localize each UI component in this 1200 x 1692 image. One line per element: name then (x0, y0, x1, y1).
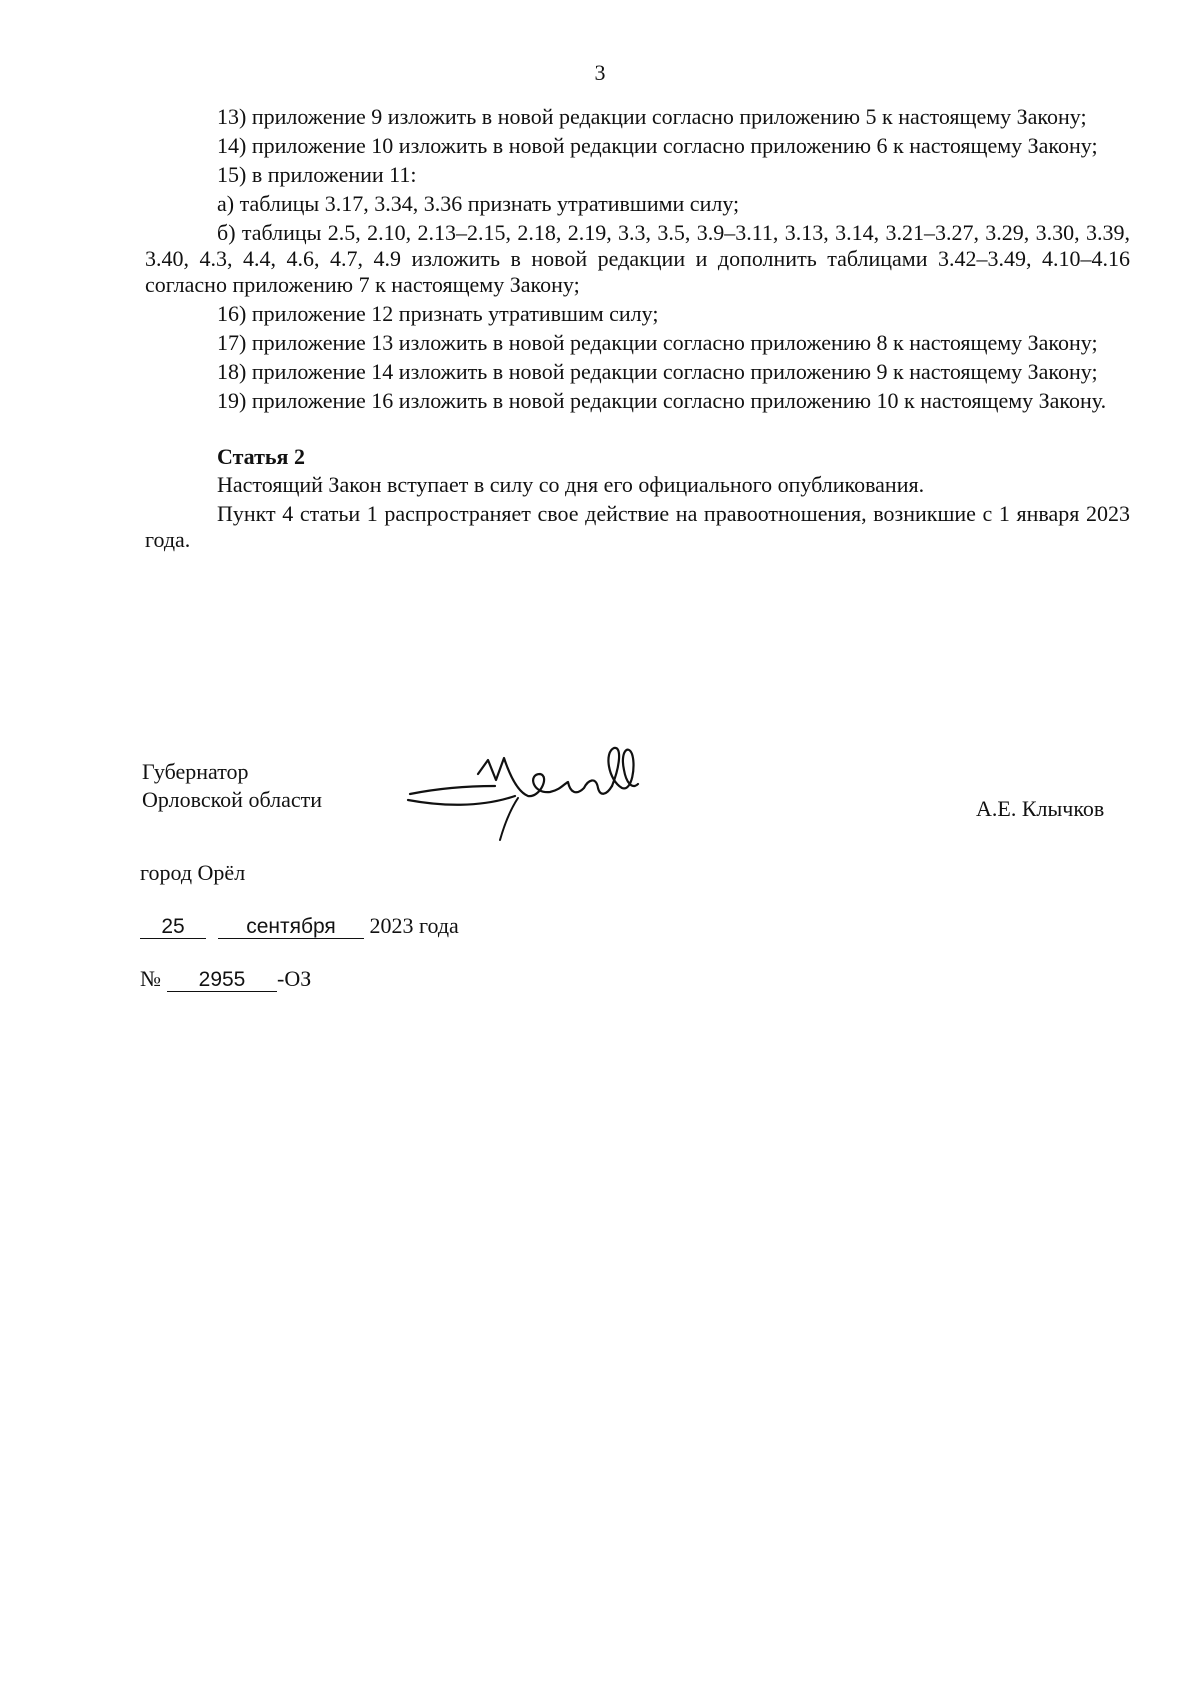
list-item-13: 13) приложение 9 изложить в новой редакции согласно приложению 5 к настоящему Закону; (217, 104, 1087, 129)
signatory-title-line-1: Губернатор (142, 759, 249, 784)
date-month: сентября (218, 916, 364, 939)
list-item-15a: а) таблицы 3.17, 3.34, 3.36 признать утратившими силу; (217, 191, 740, 216)
date-year: 2023 года (369, 913, 459, 938)
number-suffix: -ОЗ (277, 966, 312, 991)
signatory-title-line-2: Орловской области (142, 787, 322, 812)
signatory-title (142, 758, 322, 814)
city: город Орёл (140, 860, 246, 885)
signatory-name: А.Е. Клычков (976, 796, 1105, 821)
law-number (140, 966, 311, 992)
article-2-paragraph-1: Настоящий Закон вступает в силу со дня его официального опубликования. (217, 472, 925, 497)
list-item-14: 14) приложение 10 изложить в новой редакции согласно приложению 6 к настоящему Закону; (217, 133, 1098, 158)
list-item-18: 18) приложение 14 изложить в новой редакции согласно приложению 9 к настоящему Закону; (217, 359, 1098, 384)
number-value: 2955 (167, 969, 277, 992)
article-2-heading: Статья 2 (217, 444, 305, 469)
list-item-19: 19) приложение 16 изложить в новой редакции согласно приложению 10 к настоящему Закону. (217, 388, 1107, 413)
date-day: 25 (140, 916, 206, 939)
list-item-15: 15) в приложении 11: (217, 162, 417, 187)
signing-date (140, 913, 459, 939)
document-body (145, 104, 1130, 556)
list-item-17: 17) приложение 13 изложить в новой редакции согласно приложению 8 к настоящему Закону; (217, 330, 1098, 355)
number-sign: № (140, 966, 161, 991)
list-item-15b: б) таблицы 2.5, 2.10, 2.13–2.15, 2.18, 2.19, 3.3, 3.5, 3.9–3.11, 3.13, 3.14, 3.21–3.27, 3.29, 3.30, 3.39, 3.40, 4.3, 4.4, 4.6, 4.7, 4.9 изложить в новой редакции и дополнить таблицами 3.42–3.49, 4.10–4.16 согласно приложению 7 к настоящему Закону; (145, 220, 1130, 297)
article-2-paragraph-2: Пункт 4 статьи 1 распространяет свое действие на правоотношения, возникшие с 1 января 2023 года. (145, 501, 1130, 552)
list-item-16: 16) приложение 12 признать утратившим силу; (217, 301, 659, 326)
page-number: 3 (594, 60, 606, 85)
handwritten-signature (400, 736, 650, 846)
